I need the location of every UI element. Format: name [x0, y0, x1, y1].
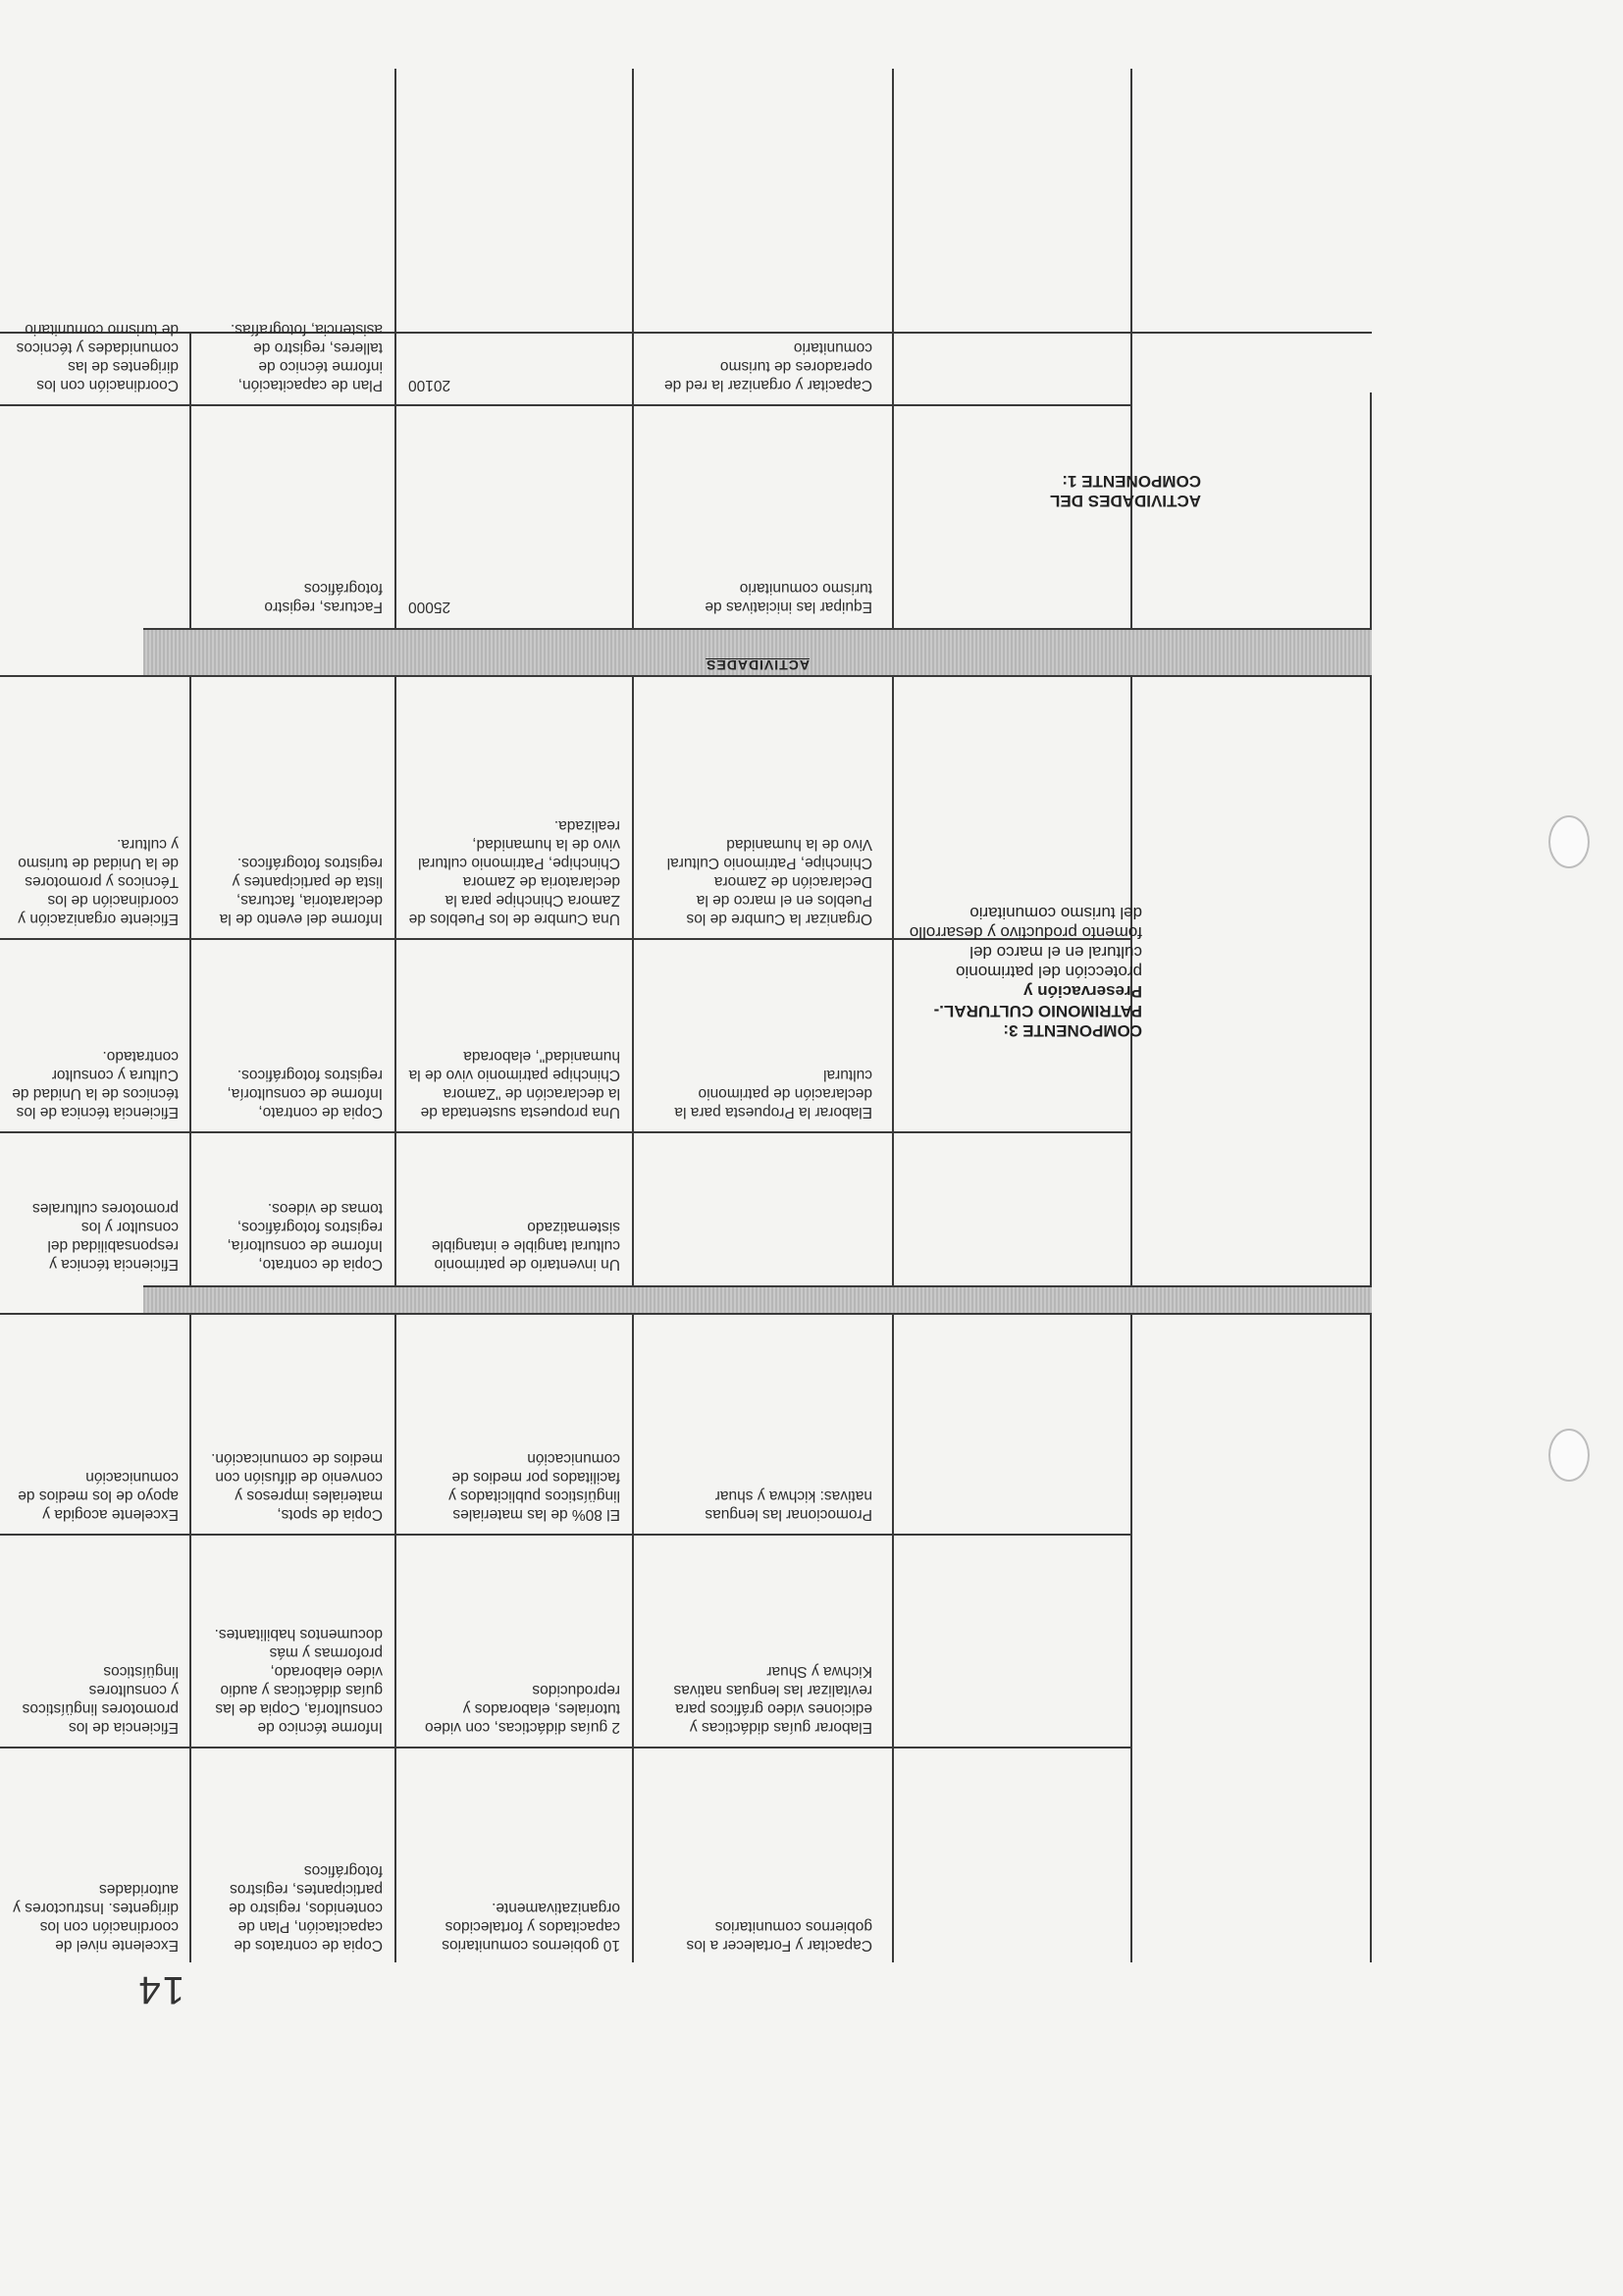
row-4-assumption: Eficiencia técnica y responsabilidad del consultor y los promotores culturales [31, 1200, 179, 1273]
row-6-goal: Una Cumbre de los Pueblos de Zamora Chinchipe para la declaratoria de Zamora Chinchipe, Patrimonio cultural vivo de la humanidad, realizada. [408, 817, 620, 927]
row-7-activity: Equipar las iniciativas de turismo comunitario [705, 580, 872, 615]
column-divider-3 [892, 69, 894, 1962]
component1-title-block [1005, 471, 1201, 510]
row-1-verification: Copia de contratos de capacitación, Plan de contenidos, registro de participantes, registros fotográficos [229, 1862, 383, 1954]
row-8-activity: Capacitar y organizar la red de operadores de turismo comunitario [664, 339, 872, 393]
row-1-assumption: Excelente nivel de coordinación con los dirigentes. Instructores y autoridades [13, 1881, 179, 1954]
punch-hole-bottom [1548, 815, 1590, 868]
row-divider-7 [0, 404, 1132, 406]
column-divider-1 [394, 69, 396, 1962]
row-divider-1 [0, 1747, 1132, 1748]
row-6-verification: Informe del evento de la declaratoria, facturas, lista de participantes y registros fotográficos. [219, 855, 383, 927]
row-2-goal: 2 guías didácticas, con video tutoriales, elaborados y reproducidos [424, 1682, 620, 1736]
component3-title: COMPONENTE 3: PATRIMONIO CULTURAL.- Preservación y [933, 982, 1142, 1040]
column-divider-2 [632, 69, 634, 1962]
punch-hole-top [1548, 1429, 1590, 1482]
component1-title: ACTIVIDADES DEL COMPONENTE 1: [1050, 472, 1201, 510]
row-7-verification: Facturas, registro fotográficos [264, 580, 383, 615]
component3-description: protección del patrimonio cultural en el marco del fomento productivo y desarrollo del turismo comunitario [909, 904, 1142, 981]
row-4-activity [642, 1136, 882, 1281]
row-2-activity: Elaborar guías didácticas y ediciones video gráficos para revitalizar las lenguas nativas Kichwa y Shuar [673, 1663, 872, 1736]
row-3-verification: Copia de spots, materiales impresos y convenio de difusión con medios de comunicación. [211, 1450, 383, 1523]
row-7-amount: 25000 [408, 599, 451, 615]
activities-band-label: ACTIVIDADES [706, 657, 810, 673]
row-1-goal: 10 gobiernos comunitarios capacitados y fortalecidos organizativamente. [442, 1900, 620, 1954]
row-8-assumption: Coordinación con los dirigentes de las comunidades y técnicos de turismo comunitario [16, 321, 179, 393]
row-4-verification: Copia de contrato, Informe de consultoría, registros fotográficos, tomas de videos. [227, 1200, 383, 1273]
row-5-assumption: Eficiencia técnica de los técnicos de la Unidad de Cultura y consultor contratado. [12, 1048, 179, 1121]
page-number: 14 [136, 1968, 184, 2011]
row-5-verification: Copia de contrato, Informe de consultoría, registros fotográficos. [227, 1067, 383, 1121]
row-divider-4 [0, 1131, 1132, 1133]
row-2-verification: Informe técnico de consultoría, Copia de las guías didácticas y audio video elaborado, proformas y más documentos habilitantes. [214, 1626, 383, 1736]
row-2-assumption: Eficiencia de los promotores lingüísticos y consultores lingüísticos [22, 1663, 179, 1736]
row-3-activity: Promocionar las lenguas nativas: kichwa y shuar [705, 1487, 872, 1523]
row-6-assumption: Eficiente organización y coordinación de los Técnicos y promotores de la Unidad de turismo y cultura. [18, 836, 179, 927]
component3-title-block [907, 903, 1142, 1040]
row-5-goal: Una propuesta sustentada de la declaración de "Zamora Chinchipe patrimonio vivo de la humanidad", elaborada [408, 1048, 620, 1121]
table-border-left [189, 334, 191, 1962]
row-divider-2 [0, 1534, 1132, 1536]
row-8-amount: 20100 [408, 377, 451, 393]
separator-band [143, 1285, 1372, 1315]
row-3-assumption: Excelente acogida y apoyo de los medios de comunicación [18, 1469, 179, 1523]
row-8-verification: Plan de capacitación, informe técnico de talleres, registro de asistencia, fotografías. [230, 321, 383, 393]
row-1-activity: Capacitar y Fortalecer a los gobiernos comunitarios [686, 1918, 872, 1954]
row-6-activity: Organizar la Cumbre de los Pueblos en el marco de la Declaración de Zamora Chinchipe, Patrimonio Cultural Vivo de la humanidad [666, 836, 872, 927]
row-3-goal: El 80% de las materiales lingüísticos publicitados y facilitados por medios de comunicación [448, 1450, 620, 1523]
activities-band [143, 628, 1372, 677]
row-5-activity: Elaborar la Propuesta para la declaración de patrimonio cultural [674, 1067, 872, 1121]
row-4-goal: Un inventario de patrimonio cultural tangible e intangible sistematizado [431, 1219, 620, 1273]
